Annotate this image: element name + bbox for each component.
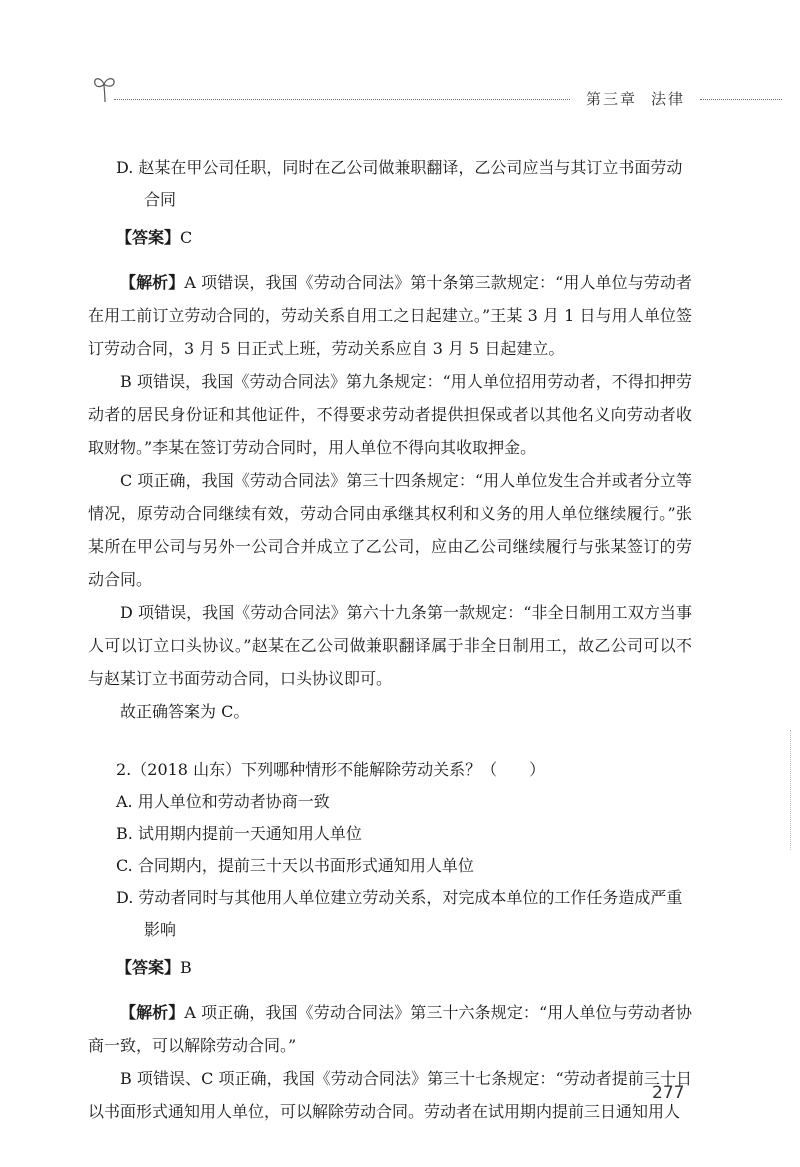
q2-analysis-bc: B 项错误、C 项正确，我国《劳动合同法》第三十七条规定：“劳动者提前三十日以书面形式通知用人单位，可以解除劳动合同。劳动者在试用期内提前三日通知用人	[88, 1069, 692, 1121]
answer-label: 【答案】	[116, 228, 181, 247]
q2-option-d-continued: 影响	[144, 920, 177, 939]
chapter-number: 第三章	[586, 90, 638, 108]
page-header	[0, 0, 800, 110]
q2-stem: 2.（2018 山东）下列哪种情形不能解除劳动关系？（ ）	[116, 760, 546, 779]
q2-option-b: B. 试用期内提前一天通知用人单位	[116, 824, 362, 843]
analysis-label: 【解析】	[120, 273, 185, 292]
q1-option-d: D. 赵某在甲公司任职，同时在乙公司做兼职翻译，乙公司应当与其订立书面劳动	[116, 158, 683, 177]
q1-analysis-a	[88, 266, 692, 365]
analysis-label: 【解析】	[120, 1003, 185, 1022]
chapter-subject: 法律	[651, 90, 686, 108]
q2-option-c: C. 合同期内，提前三十天以书面形式通知用人单位	[116, 856, 474, 875]
q2-analysis-a	[88, 996, 692, 1062]
q1-conclusion: 故正确答案为 C。	[120, 702, 250, 721]
answer-value: C	[180, 228, 193, 247]
page-number: 277	[652, 1083, 685, 1103]
q1-option-d-continued: 合同	[144, 190, 177, 209]
answer-label: 【答案】	[116, 958, 181, 977]
answer-value: B	[180, 958, 192, 977]
header-rule-left	[114, 99, 570, 100]
q1-answer	[88, 228, 692, 248]
q1-analysis-b: B 项错误，我国《劳动合同法》第九条规定：“用人单位招用劳动者，不得扣押劳动者的居民身份证和其他证件，不得要求劳动者提供担保或者以其他名义向劳动者收取财物。”李某在签订劳动合同时，用人单位不得向其收取押金。	[88, 372, 692, 457]
q2-option-d: D. 劳动者同时与其他用人单位建立劳动关系，对完成本单位的工作任务造成严重	[116, 888, 683, 907]
q2-option-a: A. 用人单位和劳动者协商一致	[116, 792, 330, 811]
analysis-text-a: A 项错误，我国《劳动合同法》第十条第三款规定：“用人单位与劳动者在用工前订立劳动合同的，劳动关系自用工之日起建立。”王某 3 月 1 日与用人单位签订劳动合同，3 月 5 日正式上班，劳动关系应自 3 月 5 日起建立。	[88, 273, 692, 358]
page-edge-mark	[790, 730, 792, 850]
analysis-text-a: A 项正确，我国《劳动合同法》第三十六条规定：“用人单位与劳动者协商一致，可以解除劳动合同。”	[88, 1003, 692, 1055]
header-rule-right	[700, 99, 782, 100]
q1-analysis-d: D 项错误，我国《劳动合同法》第六十九条第一款规定：“非全日制用工双方当事人可以订立口头协议。”赵某在乙公司做兼职翻译属于非全日制用工，故乙公司可以不与赵某订立书面劳动合同，口头协议即可。	[88, 603, 692, 688]
page-content	[88, 158, 692, 1128]
q1-analysis-c: C 项正确，我国《劳动合同法》第三十四条规定：“用人单位发生合并或者分立等情况，原劳动合同继续有效，劳动合同由承继其权利和义务的用人单位继续履行。”张某所在甲公司与另外一公司合并成立了乙公司，应由乙公司继续履行与张某签订的劳动合同。	[88, 471, 692, 589]
q2-answer	[88, 958, 692, 978]
chapter-title	[586, 88, 685, 109]
